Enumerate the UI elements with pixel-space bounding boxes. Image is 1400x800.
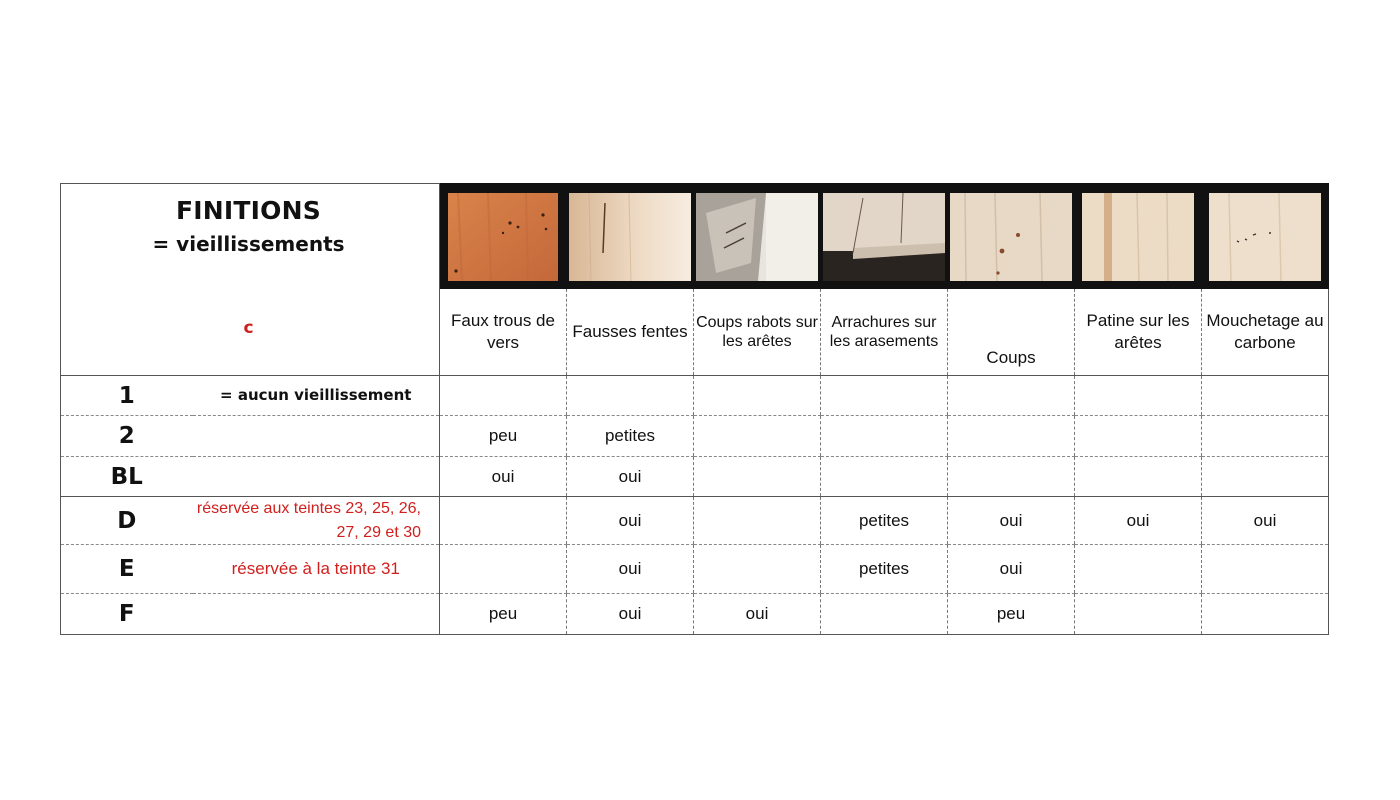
table-cell: [948, 376, 1075, 416]
row-code: F: [61, 594, 193, 635]
column-header: Patine sur les arêtes: [1075, 289, 1202, 376]
table-cell: oui: [948, 497, 1075, 545]
column-header: Coups: [948, 289, 1075, 376]
table-cell: [1075, 594, 1202, 635]
table-row: [61, 497, 1329, 545]
column-header: Coups rabots sur les arêtes: [694, 289, 821, 376]
cracks-wood-icon: [569, 193, 691, 281]
swatch-cell-speckle: [1202, 184, 1329, 290]
code-label: c: [243, 318, 254, 338]
table-cell: oui: [948, 545, 1075, 594]
table-cell: oui: [440, 457, 567, 497]
column-header: Fausses fentes: [567, 289, 694, 376]
table-cell: peu: [440, 416, 567, 457]
table-cell: [694, 416, 821, 457]
table-row: [61, 545, 1329, 594]
title-cell: [61, 184, 440, 376]
column-header: Faux trous de vers: [440, 289, 567, 376]
table-cell: [948, 416, 1075, 457]
table-cell: [821, 416, 948, 457]
table-cell: [440, 545, 567, 594]
row-code: 1: [61, 376, 193, 416]
speckle-wood-icon: [1209, 193, 1321, 281]
table-cell: oui: [1075, 497, 1202, 545]
dents-wood-icon: [950, 193, 1072, 281]
table-cell: oui: [567, 497, 694, 545]
table-cell: [1202, 416, 1329, 457]
table-cell: [1202, 594, 1329, 635]
patina-wood-icon: [1082, 193, 1194, 281]
row-note: [193, 594, 440, 635]
table-cell: [821, 594, 948, 635]
row-note: = aucun vieillissement: [193, 376, 440, 416]
table-cell: [1075, 457, 1202, 497]
table-row: [61, 594, 1329, 635]
table-title: FINITIONS: [176, 196, 321, 225]
row-note: réservée aux teintes 23, 25, 26, 27, 29 et 30: [193, 497, 440, 545]
table-cell: [440, 376, 567, 416]
table-cell: oui: [1202, 497, 1329, 545]
row-note: [193, 457, 440, 497]
table-cell: [694, 457, 821, 497]
table-cell: oui: [567, 545, 694, 594]
image-row: [61, 184, 1329, 290]
swatch-cell-dents: [948, 184, 1075, 290]
table-row: [61, 457, 1329, 497]
table-cell: oui: [694, 594, 821, 635]
table-cell: [694, 376, 821, 416]
column-header: Mouchetage au carbone: [1202, 289, 1329, 376]
table-row: [61, 416, 1329, 457]
swatch-cell-wormholes: [440, 184, 567, 290]
table-cell: [1202, 376, 1329, 416]
table-cell: [694, 497, 821, 545]
table-cell: [1075, 376, 1202, 416]
table-cell: [567, 376, 694, 416]
finitions-table: [60, 183, 1329, 635]
table-cell: petites: [821, 545, 948, 594]
swatch-cell-tear-out: [821, 184, 948, 290]
table-cell: oui: [567, 457, 694, 497]
table-cell: [1075, 416, 1202, 457]
table-cell: [948, 457, 1075, 497]
table-cell: [694, 545, 821, 594]
column-header: Arrachures sur les arasements: [821, 289, 948, 376]
table-cell: oui: [567, 594, 694, 635]
table-cell: petites: [821, 497, 948, 545]
table-row: [61, 376, 1329, 416]
swatch-cell-cracks: [567, 184, 694, 290]
table-cell: peu: [440, 594, 567, 635]
swatch-cell-plane-marks: [694, 184, 821, 290]
table-cell: [821, 457, 948, 497]
swatch-cell-patina: [1075, 184, 1202, 290]
table-cell: [1075, 545, 1202, 594]
table-cell: [440, 497, 567, 545]
table-cell: [1202, 457, 1329, 497]
table-cell: peu: [948, 594, 1075, 635]
row-code: E: [61, 545, 193, 594]
tear-out-wood-icon: [823, 193, 945, 281]
row-code: D: [61, 497, 193, 545]
table-cell: petites: [567, 416, 694, 457]
table-cell: [821, 376, 948, 416]
wormholes-wood-icon: [448, 193, 558, 281]
plane-marks-wood-icon: [696, 193, 818, 281]
row-note: [193, 416, 440, 457]
row-code: BL: [61, 457, 193, 497]
row-note: réservée à la teinte 31: [193, 545, 440, 594]
row-code: 2: [61, 416, 193, 457]
table-cell: [1202, 545, 1329, 594]
table-subtitle: = vieillissements: [152, 232, 345, 256]
